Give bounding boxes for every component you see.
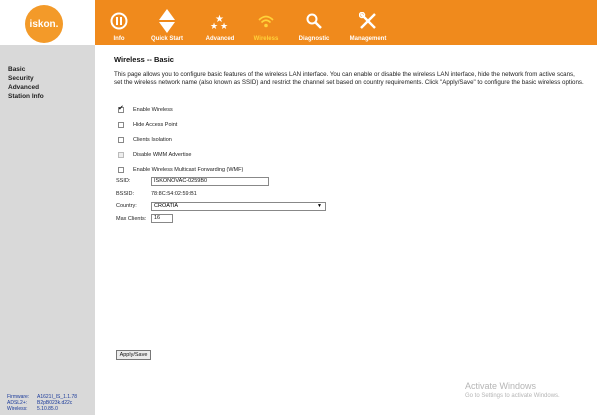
svg-text:★: ★ <box>215 14 224 25</box>
max-clients-row <box>116 213 326 226</box>
top-navigation-bar <box>0 0 597 45</box>
windows-activation-watermark <box>465 381 560 399</box>
version-info <box>7 394 77 412</box>
nav-wireless-label: Wireless <box>253 36 279 42</box>
advanced-icon <box>210 8 230 34</box>
page-description: This page allows you to configure basic features of the wireless LAN interface. You can enable or disable the wireless LAN interface, hide the network from active scans, set the wireless network name (also known as SSID) and restrict the channel set based on country requirements. Click "Apply/Save" to configure the basic wireless options. <box>114 71 584 86</box>
sidebar-menu <box>8 65 44 101</box>
nav-diagnostic-label: Diagnostic <box>298 36 330 42</box>
wireless-icon <box>258 8 274 34</box>
ssid-input[interactable]: ISKONOVAC-0259B0 <box>151 177 269 186</box>
ssid-row <box>116 175 326 188</box>
firmware-value: A1621I_IS_1.1.78 <box>37 394 78 400</box>
enable-wireless-label: Enable Wireless <box>133 107 173 114</box>
bssid-label: BSSID: <box>116 190 135 197</box>
wmf-checkbox[interactable] <box>118 167 124 173</box>
adsl-label: ADSL2+: <box>7 400 28 406</box>
nav-diagnostic[interactable] <box>288 0 340 45</box>
country-select[interactable] <box>151 202 326 211</box>
sidebar <box>0 45 95 415</box>
hide-access-point-row <box>118 118 243 133</box>
dropdown-arrow-icon: ▼ <box>317 202 322 209</box>
watermark-title: Activate Windows <box>465 381 537 391</box>
nav-info[interactable] <box>100 0 138 45</box>
country-selected-value: CROATIA <box>154 202 179 209</box>
country-label: Country: <box>116 203 137 210</box>
adsl-value: B2pB023k.d22c <box>37 400 73 406</box>
nav-management[interactable] <box>340 0 396 45</box>
quick-start-icon <box>158 8 176 34</box>
iskon-logo: iskon. <box>25 5 63 43</box>
clients-isolation-checkbox[interactable] <box>118 137 124 143</box>
wireless-version-label: Wireless: <box>7 406 28 412</box>
firmware-label: Firmware: <box>7 394 30 400</box>
clients-isolation-row <box>118 133 243 148</box>
nav-advanced-label: Advanced <box>205 36 235 42</box>
wireless-options <box>118 103 243 177</box>
nav-info-label: Info <box>113 36 125 42</box>
enable-wireless-checkbox[interactable] <box>118 107 124 113</box>
nav-wireless[interactable] <box>244 0 288 45</box>
main-content <box>114 55 584 86</box>
sidebar-item-basic[interactable]: Basic <box>8 66 26 73</box>
wireless-settings-form <box>116 175 326 225</box>
bssid-value: 78:8C:54:02:59:B1 <box>151 190 197 197</box>
disable-wmm-label: Disable WMM Advertise <box>133 151 192 158</box>
svg-text:★: ★ <box>220 22 229 29</box>
disable-wmm-checkbox <box>118 152 124 158</box>
svg-text:★: ★ <box>210 22 219 29</box>
sidebar-item-security[interactable]: Security <box>8 75 34 82</box>
disable-wmm-row <box>118 147 243 162</box>
nav-management-label: Management <box>349 36 387 42</box>
nav-quick-start[interactable] <box>138 0 196 45</box>
sidebar-item-advanced[interactable]: Advanced <box>8 84 40 91</box>
bssid-row <box>116 188 326 201</box>
management-icon <box>359 8 377 34</box>
nav-quick-start-label: Quick Start <box>150 36 183 42</box>
diagnostic-icon <box>306 8 322 34</box>
nav-advanced[interactable] <box>196 0 244 45</box>
wmf-label: Enable Wireless Multicast Forwarding (WMF) <box>133 166 244 173</box>
sidebar-item-station-info[interactable]: Station Info <box>8 93 44 100</box>
enable-wireless-row <box>118 103 243 118</box>
clients-isolation-label: Clients Isolation <box>133 136 172 143</box>
ssid-label: SSID: <box>116 178 131 185</box>
info-icon <box>110 8 128 34</box>
max-clients-label: Max Clients: <box>116 215 147 222</box>
main-nav <box>100 0 396 45</box>
wireless-version-value: 5.10.85.0 <box>37 406 58 412</box>
hide-access-point-checkbox[interactable] <box>118 122 124 128</box>
country-row <box>116 200 326 213</box>
hide-access-point-label: Hide Access Point <box>133 122 178 129</box>
logo-area <box>0 0 95 45</box>
watermark-subtitle: Go to Settings to activate Windows. <box>465 393 560 399</box>
max-clients-input[interactable]: 16 <box>151 214 173 223</box>
apply-save-button[interactable]: Apply/Save <box>116 350 151 360</box>
page-title: Wireless -- Basic <box>114 55 174 64</box>
